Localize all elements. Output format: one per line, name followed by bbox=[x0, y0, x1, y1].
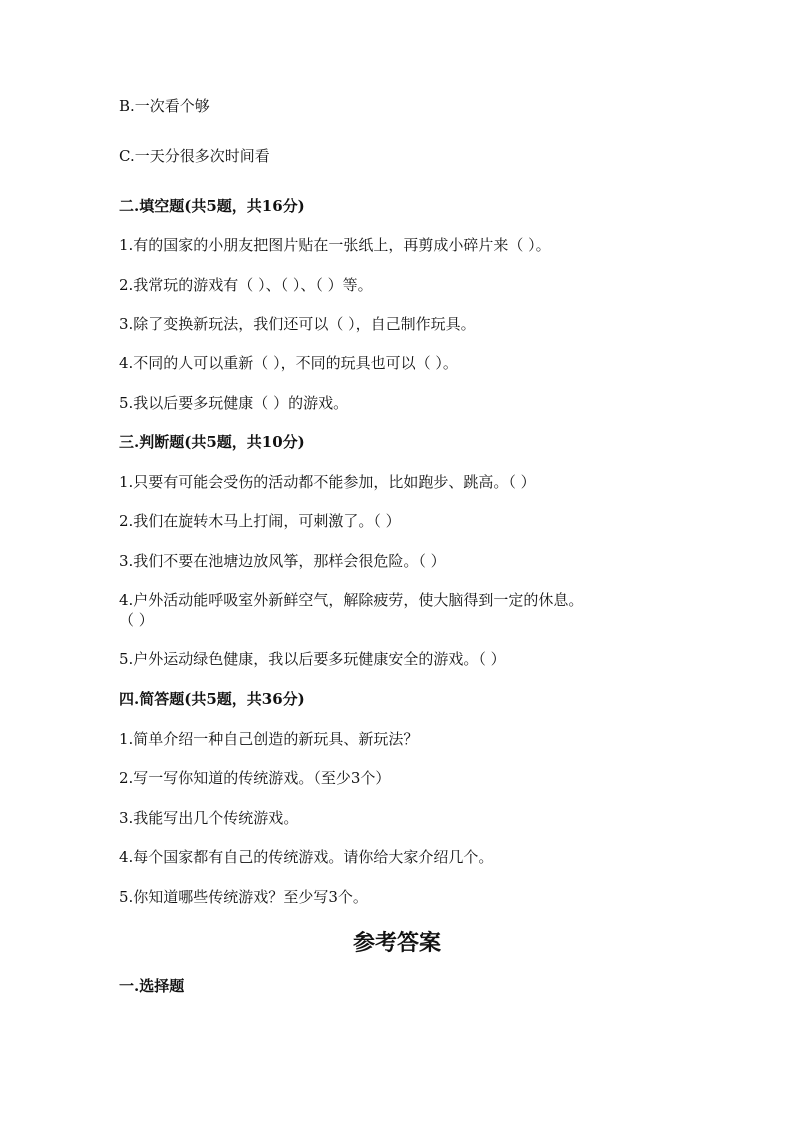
question-tf-2: 2.我们在旋转木马上打闹，可刺激了。（ ） bbox=[119, 512, 401, 530]
option-c: C.一天分很多次时间看 bbox=[119, 147, 270, 165]
option-b: B.一次看个够 bbox=[119, 97, 210, 115]
question-fill-1: 1.有的国家的小朋友把图片贴在一张纸上，再剪成小碎片来（ ）。 bbox=[119, 236, 551, 254]
question-short-3: 3.我能写出几个传统游戏。 bbox=[119, 809, 299, 827]
question-fill-5: 5.我以后要多玩健康（ ）的游戏。 bbox=[119, 394, 349, 412]
question-tf-3: 3.我们不要在池塘边放风筝，那样会很危险。（ ） bbox=[119, 552, 446, 570]
section-heading-true-false: 三.判断题(共5题，共10分) bbox=[119, 433, 305, 451]
question-short-1: 1.简单介绍一种自己创造的新玩具、新玩法？ bbox=[119, 730, 419, 748]
question-tf-4-blank: （ ） bbox=[119, 611, 154, 629]
question-short-5: 5.你知道哪些传统游戏？至少写3个。 bbox=[119, 888, 368, 906]
question-fill-2: 2.我常玩的游戏有（ ）、（ ）、（ ）等。 bbox=[119, 276, 373, 294]
question-short-2: 2.写一写你知道的传统游戏。（至少3个） bbox=[119, 769, 391, 787]
section-heading-fill-blank: 二.填空题(共5题，共16分) bbox=[119, 197, 305, 215]
answer-section-heading-choice: 一.选择题 bbox=[119, 977, 185, 995]
question-tf-4: 4.户外活动能呼吸室外新鲜空气，解除疲劳，使大脑得到一定的休息。 bbox=[119, 591, 584, 609]
question-tf-1: 1.只要有可能会受伤的活动都不能参加，比如跑步、跳高。（ ） bbox=[119, 473, 536, 491]
question-tf-5: 5.户外运动绿色健康，我以后要多玩健康安全的游戏。（ ） bbox=[119, 650, 506, 668]
question-fill-4: 4.不同的人可以重新（ ），不同的玩具也可以（ ）。 bbox=[119, 354, 458, 372]
section-heading-short-answer: 四.简答题(共5题，共36分) bbox=[119, 690, 305, 708]
question-short-4: 4.每个国家都有自己的传统游戏。请你给大家介绍几个。 bbox=[119, 848, 494, 866]
answer-key-title: 参考答案 bbox=[352, 930, 441, 956]
question-fill-3: 3.除了变换新玩法，我们还可以（ ），自己制作玩具。 bbox=[119, 315, 476, 333]
